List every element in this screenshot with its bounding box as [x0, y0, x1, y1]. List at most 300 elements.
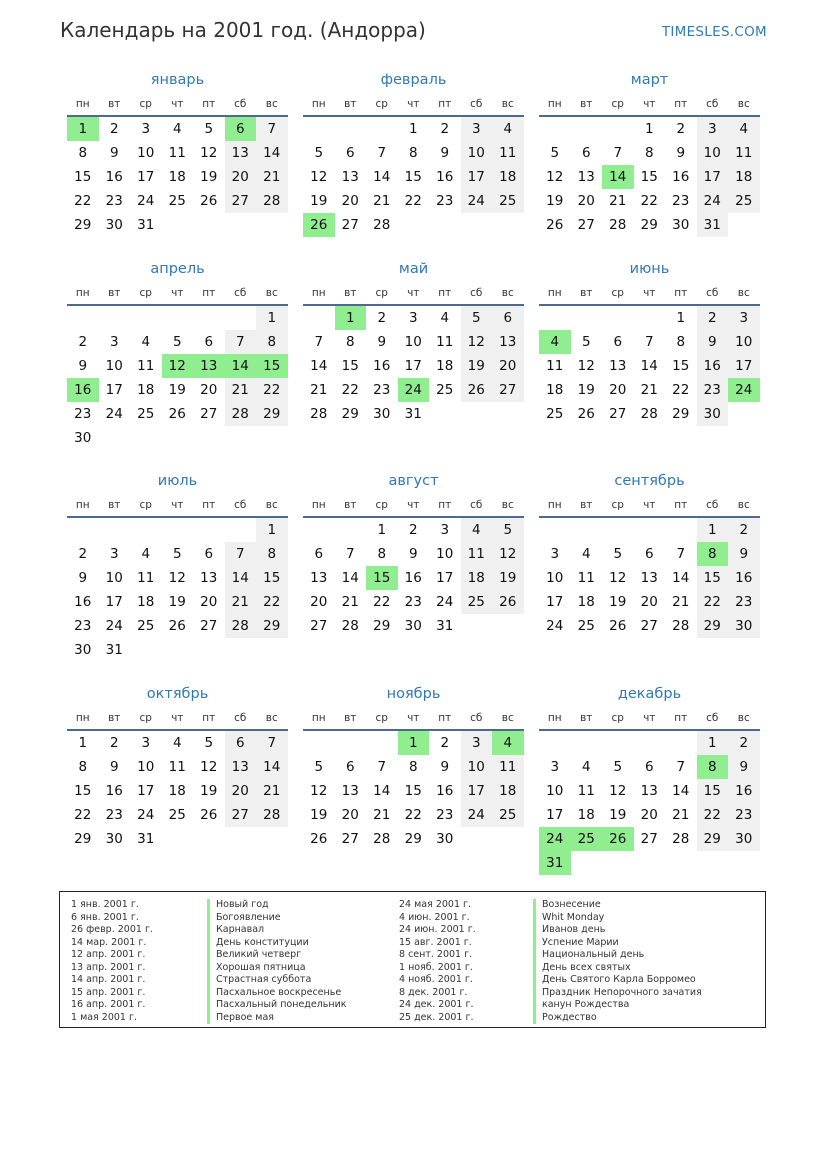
holiday-day-cell: 31: [539, 851, 571, 875]
day-cell: 18: [137, 594, 155, 610]
day-cell: 13: [492, 330, 524, 354]
day-cell: 31: [697, 213, 729, 237]
day-cell: 10: [546, 783, 564, 799]
day-cell: 3: [461, 731, 493, 755]
weekday-label: сб: [234, 712, 247, 724]
weekday-label: сб: [470, 287, 483, 299]
day-cell: 30: [436, 831, 454, 847]
legend-holiday-name: Национальный день: [533, 949, 702, 962]
day-cell: 2: [676, 121, 686, 137]
day-cell: 15: [672, 358, 690, 374]
weekday-label: чт: [407, 98, 420, 110]
day-cell: 17: [546, 807, 564, 823]
legend-date: 24 мая 2001 г.: [399, 899, 472, 910]
weekday-label: ср: [611, 712, 624, 724]
day-cell: 15: [404, 783, 422, 799]
day-cell: 8: [78, 759, 88, 775]
legend-holiday-name: Первое мая: [207, 1012, 347, 1025]
weekday-label: ср: [139, 499, 152, 511]
legend-holiday-name: Новый год: [207, 899, 347, 912]
day-cell: 28: [640, 406, 658, 422]
day-cell: 31: [137, 831, 155, 847]
day-cell: 8: [256, 542, 288, 566]
month-block: [303, 259, 524, 422]
day-cell: 20: [225, 779, 257, 803]
day-cell: 11: [577, 570, 595, 586]
day-cell: 16: [436, 783, 454, 799]
weekday-label: вс: [501, 499, 514, 511]
day-cell: 2: [697, 306, 729, 330]
site-link[interactable]: TIMESLES.COM: [661, 24, 767, 40]
day-cell: 26: [609, 618, 627, 634]
day-cell: 12: [577, 358, 595, 374]
day-cell: 9: [78, 570, 88, 586]
day-cell: 13: [577, 169, 595, 185]
day-cell: 7: [613, 145, 623, 161]
day-cell: 21: [640, 382, 658, 398]
day-cell: 25: [577, 618, 595, 634]
day-cell: 24: [137, 807, 155, 823]
day-cell: 9: [78, 358, 88, 374]
day-cell: 27: [310, 618, 328, 634]
day-cell: 20: [492, 354, 524, 378]
day-cell: 31: [404, 406, 422, 422]
day-cell: 13: [225, 755, 257, 779]
month-name: декабрь: [617, 686, 682, 702]
day-cell: 3: [109, 546, 119, 562]
day-cell: 29: [74, 831, 92, 847]
legend-date: 12 апр. 2001 г.: [71, 949, 146, 960]
day-cell: 18: [728, 165, 760, 189]
weekday-label: вт: [108, 287, 121, 299]
day-cell: 5: [204, 735, 214, 751]
holiday-day-cell: 1: [398, 731, 430, 755]
day-cell: 8: [345, 334, 355, 350]
day-cell: 5: [613, 759, 623, 775]
weekday-label: пт: [438, 287, 452, 299]
day-cell: 7: [256, 731, 288, 755]
day-cell: 13: [200, 570, 218, 586]
day-cell: 4: [581, 759, 591, 775]
holiday-day-cell: 1: [335, 306, 367, 330]
day-cell: 22: [74, 807, 92, 823]
day-cell: 20: [310, 594, 328, 610]
day-cell: 26: [310, 831, 328, 847]
day-cell: 4: [440, 310, 450, 326]
day-cell: 7: [225, 330, 257, 354]
weekday-label: вс: [737, 712, 750, 724]
day-cell: 2: [408, 522, 418, 538]
day-cell: 19: [200, 783, 218, 799]
legend-holiday-name: День Святого Карла Борромео: [533, 974, 702, 987]
month-block: [303, 70, 524, 233]
day-cell: 23: [105, 807, 123, 823]
day-cell: 5: [581, 334, 591, 350]
legend-holiday-name: День конституции: [207, 937, 347, 950]
day-cell: 27: [225, 189, 257, 213]
weekday-label: ср: [375, 499, 388, 511]
day-cell: 29: [74, 217, 92, 233]
day-cell: 18: [492, 779, 524, 803]
holiday-day-cell: 15: [256, 354, 288, 378]
weekday-label: вт: [108, 98, 121, 110]
day-cell: 15: [74, 169, 92, 185]
day-cell: 23: [436, 193, 454, 209]
day-cell: 14: [373, 783, 391, 799]
day-cell: 29: [404, 831, 422, 847]
day-cell: 14: [672, 570, 690, 586]
day-cell: 31: [137, 217, 155, 233]
weekday-label: чт: [643, 712, 656, 724]
day-cell: 18: [137, 382, 155, 398]
weekday-label: вс: [265, 98, 278, 110]
day-cell: 29: [256, 614, 288, 638]
day-cell: 5: [314, 145, 324, 161]
weekday-label: чт: [407, 499, 420, 511]
day-cell: 19: [492, 566, 524, 590]
day-cell: 30: [404, 618, 422, 634]
weekday-label: пт: [202, 98, 216, 110]
weekday-label: ср: [611, 499, 624, 511]
weekday-label: вт: [108, 499, 121, 511]
day-cell: 1: [408, 121, 418, 137]
legend-date: 8 сент. 2001 г.: [399, 949, 473, 960]
legend-holiday-name: Богоявление: [207, 912, 347, 925]
weekday-label: пн: [311, 499, 326, 511]
legend-date: 26 февр. 2001 г.: [71, 924, 153, 935]
page-title: Календарь на 2001 год. (Андорра): [60, 18, 426, 42]
legend-date: 4 июн. 2001 г.: [399, 911, 470, 923]
holiday-day-cell: 15: [366, 566, 398, 590]
day-cell: 6: [225, 731, 257, 755]
day-cell: 2: [440, 735, 450, 751]
day-cell: 6: [204, 334, 214, 350]
day-cell: 27: [200, 618, 218, 634]
weekday-label: вт: [344, 499, 357, 511]
day-cell: 8: [408, 145, 418, 161]
legend-date: 16 апр. 2001 г.: [71, 999, 146, 1010]
day-cell: 27: [640, 618, 658, 634]
month-block: [67, 684, 288, 847]
day-cell: 28: [341, 618, 359, 634]
day-cell: 27: [492, 378, 524, 402]
day-cell: 10: [436, 546, 454, 562]
day-cell: 9: [109, 759, 119, 775]
day-cell: 28: [609, 217, 627, 233]
day-cell: 27: [225, 803, 257, 827]
day-cell: 25: [461, 590, 493, 614]
day-cell: 20: [200, 382, 218, 398]
weekday-label: вс: [501, 287, 514, 299]
weekday-label: вс: [737, 287, 750, 299]
month-block: [303, 471, 524, 634]
day-cell: 23: [697, 378, 729, 402]
legend-holiday-name: День всех святых: [533, 962, 702, 975]
day-cell: 21: [256, 779, 288, 803]
weekday-label: вс: [737, 499, 750, 511]
day-cell: 9: [676, 145, 686, 161]
legend-date: 15 авг. 2001 г.: [399, 936, 472, 948]
day-cell: 15: [256, 566, 288, 590]
day-cell: 26: [168, 618, 186, 634]
weekday-label: вт: [580, 712, 593, 724]
day-cell: 13: [609, 358, 627, 374]
day-cell: 5: [204, 121, 214, 137]
weekday-label: сб: [706, 712, 719, 724]
day-cell: 6: [314, 546, 324, 562]
month-name: октябрь: [146, 686, 209, 702]
weekday-label: пн: [547, 499, 562, 511]
day-cell: 5: [172, 546, 182, 562]
weekday-header: [303, 494, 524, 518]
day-cell: 13: [341, 169, 359, 185]
legend-date: 14 апр. 2001 г.: [71, 974, 146, 985]
weekday-header: [303, 93, 524, 117]
day-cell: 29: [640, 217, 658, 233]
weekday-label: пт: [438, 98, 452, 110]
weekday-label: вс: [501, 712, 514, 724]
day-cell: 28: [373, 831, 391, 847]
weekday-label: ср: [139, 287, 152, 299]
day-cell: 11: [137, 570, 155, 586]
day-cell: 2: [728, 731, 760, 755]
day-cell: 9: [728, 755, 760, 779]
month-name: апрель: [150, 261, 205, 277]
weekday-label: вт: [580, 287, 593, 299]
holiday-day-cell: 4: [539, 330, 571, 354]
day-cell: 12: [310, 783, 328, 799]
day-cell: 23: [373, 382, 391, 398]
day-cell: 10: [546, 570, 564, 586]
day-cell: 28: [256, 189, 288, 213]
day-cell: 6: [345, 145, 355, 161]
day-cell: 7: [644, 334, 654, 350]
day-cell: 5: [172, 334, 182, 350]
day-cell: 12: [200, 145, 218, 161]
weekday-header: [539, 282, 760, 306]
day-cell: 10: [137, 759, 155, 775]
day-cell: 23: [404, 594, 422, 610]
day-cell: 3: [440, 522, 450, 538]
day-cell: 30: [672, 217, 690, 233]
legend-holiday-name: Иванов день: [533, 924, 702, 937]
day-cell: 25: [492, 189, 524, 213]
day-cell: 19: [310, 807, 328, 823]
day-cell: 29: [256, 402, 288, 426]
weekday-label: вс: [265, 499, 278, 511]
day-cell: 19: [461, 354, 493, 378]
day-cell: 16: [373, 358, 391, 374]
weekday-header: [303, 282, 524, 306]
day-cell: 26: [577, 406, 595, 422]
legend-holiday-name: Карнавал: [207, 924, 347, 937]
day-cell: 3: [141, 121, 151, 137]
weekday-label: пт: [202, 287, 216, 299]
day-cell: 2: [109, 735, 119, 751]
weekday-label: ср: [375, 287, 388, 299]
day-cell: 22: [341, 382, 359, 398]
day-cell: 16: [728, 779, 760, 803]
holiday-day-cell: 26: [602, 827, 634, 851]
day-cell: 21: [310, 382, 328, 398]
legend-holiday-name: Успение Марии: [533, 937, 702, 950]
legend-date: 1 янв. 2001 г.: [71, 899, 139, 910]
day-cell: 18: [168, 169, 186, 185]
day-cell: 1: [644, 121, 654, 137]
day-cell: 11: [168, 145, 186, 161]
weekday-label: пт: [674, 287, 688, 299]
day-cell: 21: [256, 165, 288, 189]
legend-date: 13 апр. 2001 г.: [71, 961, 146, 973]
legend-holiday-name: Рождество: [533, 1012, 702, 1025]
month-block: [67, 471, 288, 658]
day-cell: 11: [492, 755, 524, 779]
holiday-day-cell: 14: [602, 165, 634, 189]
day-cell: 28: [310, 406, 328, 422]
day-cell: 28: [225, 614, 257, 638]
day-cell: 8: [676, 334, 686, 350]
weekday-label: сб: [234, 499, 247, 511]
day-cell: 10: [105, 358, 123, 374]
day-cell: 26: [492, 590, 524, 614]
day-cell: 27: [609, 406, 627, 422]
weekday-label: чт: [643, 98, 656, 110]
day-cell: 17: [404, 358, 422, 374]
day-cell: 28: [373, 217, 391, 233]
day-cell: 27: [640, 831, 658, 847]
day-cell: 4: [141, 334, 151, 350]
day-cell: 25: [168, 807, 186, 823]
weekday-label: пн: [547, 712, 562, 724]
day-cell: 15: [697, 779, 729, 803]
weekday-label: пн: [311, 287, 326, 299]
weekday-header: [539, 707, 760, 731]
day-cell: 2: [78, 334, 88, 350]
holiday-day-cell: 13: [193, 354, 225, 378]
day-cell: 30: [74, 642, 92, 658]
day-cell: 10: [404, 334, 422, 350]
weekday-label: сб: [706, 499, 719, 511]
day-cell: 26: [200, 193, 218, 209]
day-cell: 30: [74, 430, 92, 446]
day-cell: 22: [256, 590, 288, 614]
day-cell: 19: [168, 382, 186, 398]
day-cell: 20: [609, 382, 627, 398]
month-block: [539, 70, 760, 233]
day-cell: 17: [105, 382, 123, 398]
weekday-label: сб: [234, 98, 247, 110]
day-cell: 4: [172, 735, 182, 751]
legend-date: 6 янв. 2001 г.: [71, 911, 139, 923]
month-name: ноябрь: [386, 686, 441, 702]
day-cell: 7: [377, 145, 387, 161]
holiday-day-cell: 8: [697, 755, 729, 779]
day-cell: 3: [461, 117, 493, 141]
weekday-label: чт: [171, 98, 184, 110]
day-cell: 9: [109, 145, 119, 161]
day-cell: 7: [314, 334, 324, 350]
weekday-label: ср: [375, 98, 388, 110]
day-cell: 23: [74, 618, 92, 634]
weekday-label: сб: [706, 98, 719, 110]
day-cell: 15: [74, 783, 92, 799]
weekday-label: пн: [311, 98, 326, 110]
legend-names-col-2: [533, 899, 702, 1024]
legend-holiday-name: канун Рождества: [533, 999, 702, 1012]
day-cell: 30: [105, 217, 123, 233]
weekday-label: пн: [75, 712, 90, 724]
day-cell: 16: [105, 169, 123, 185]
day-cell: 6: [204, 546, 214, 562]
day-cell: 21: [672, 594, 690, 610]
day-cell: 5: [461, 306, 493, 330]
weekday-label: вт: [344, 98, 357, 110]
day-cell: 4: [581, 546, 591, 562]
holiday-day-cell: 14: [225, 354, 257, 378]
day-cell: 8: [256, 330, 288, 354]
day-cell: 21: [609, 193, 627, 209]
weekday-label: пт: [202, 499, 216, 511]
legend-holiday-name: Великий четверг: [207, 949, 347, 962]
day-cell: 18: [577, 594, 595, 610]
day-cell: 16: [436, 169, 454, 185]
day-cell: 10: [105, 570, 123, 586]
weekday-label: пн: [75, 499, 90, 511]
day-cell: 22: [697, 803, 729, 827]
day-cell: 15: [640, 169, 658, 185]
weekday-label: пн: [75, 287, 90, 299]
day-cell: 9: [728, 542, 760, 566]
weekday-label: пн: [547, 98, 562, 110]
day-cell: 10: [697, 141, 729, 165]
day-cell: 29: [697, 827, 729, 851]
day-cell: 24: [137, 193, 155, 209]
day-cell: 25: [168, 193, 186, 209]
day-cell: 17: [461, 779, 493, 803]
day-cell: 14: [373, 169, 391, 185]
day-cell: 20: [640, 594, 658, 610]
day-cell: 11: [168, 759, 186, 775]
day-cell: 13: [640, 783, 658, 799]
day-cell: 7: [225, 542, 257, 566]
month-block: [539, 684, 760, 871]
holiday-day-cell: 24: [728, 378, 760, 402]
day-cell: 3: [697, 117, 729, 141]
day-cell: 17: [728, 354, 760, 378]
legend-holiday-name: Хорошая пятница: [207, 962, 347, 975]
day-cell: 3: [408, 310, 418, 326]
weekday-label: вт: [344, 287, 357, 299]
day-cell: 11: [137, 358, 155, 374]
day-cell: 18: [492, 165, 524, 189]
day-cell: 13: [310, 570, 328, 586]
holiday-day-cell: 12: [162, 354, 194, 378]
day-cell: 17: [546, 594, 564, 610]
day-cell: 22: [256, 378, 288, 402]
day-cell: 16: [105, 783, 123, 799]
month-block: [539, 259, 760, 422]
day-cell: 30: [373, 406, 391, 422]
day-cell: 20: [577, 193, 595, 209]
day-cell: 17: [697, 165, 729, 189]
day-cell: 1: [256, 518, 288, 542]
day-cell: 8: [408, 759, 418, 775]
day-cell: 13: [341, 783, 359, 799]
day-cell: 17: [137, 169, 155, 185]
day-cell: 24: [461, 189, 493, 213]
weekday-header: [67, 494, 288, 518]
day-cell: 19: [168, 594, 186, 610]
